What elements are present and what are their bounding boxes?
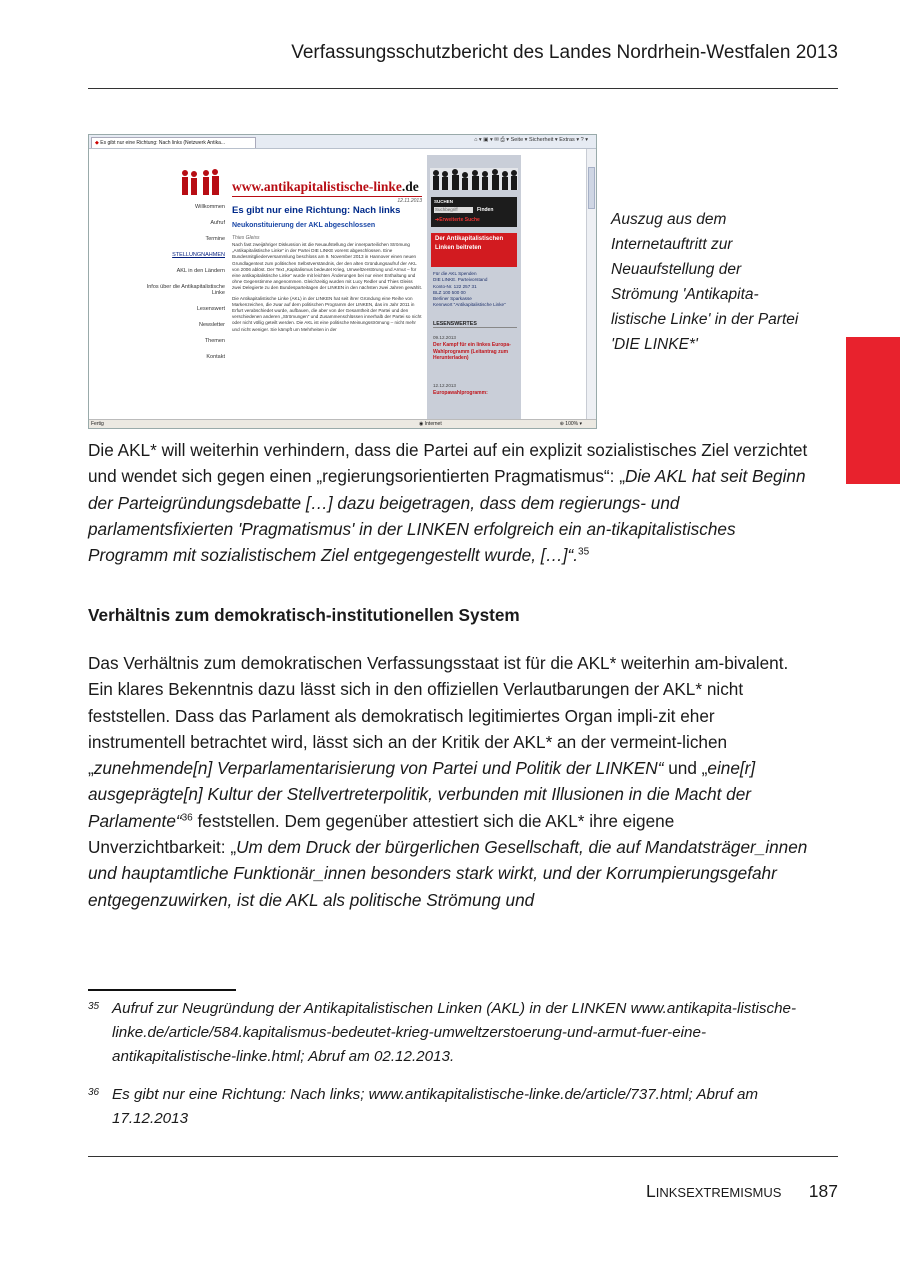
footnote-35 [88, 997, 810, 1069]
advanced-search-link[interactable] [435, 217, 480, 223]
paragraph-relationship [88, 650, 810, 913]
site-logo[interactable] [232, 179, 419, 195]
browser-toolbar [89, 135, 596, 149]
para2-text: feststellen. Dem gegenüber attestiert sich die AKL* ihre eigene Unverzichtbarkeit: „ [88, 810, 675, 858]
reading-date: 12.12.2013 [433, 383, 456, 388]
article-title[interactable]: Es gibt nur eine Richtung: Nach links [232, 205, 401, 216]
page-number: 187 [808, 1181, 838, 1201]
search-button[interactable]: Finden [477, 207, 494, 213]
advanced-search-label: Erweiterte Suche [439, 217, 480, 223]
para2-text: und „ [663, 758, 708, 779]
para2-quote: zunehmende[n] Verparlamentarisierung von Partei und Politik der LINKEN“ [93, 758, 664, 779]
nav-lesenswert[interactable]: Lesenswert [196, 306, 225, 312]
article-subtitle: Neukonstituierung der AKL abgeschlossen [232, 222, 376, 229]
scrollbar[interactable] [586, 149, 596, 419]
globe-icon: ◉ [419, 421, 424, 427]
article-date: 12.11.2013 [397, 198, 422, 204]
search-input[interactable]: Suchbegriff [434, 207, 473, 213]
footer-rule [88, 1156, 838, 1157]
footnote-ref[interactable]: 35 [578, 546, 590, 558]
footnote-number: 35 [88, 1001, 100, 1012]
paragraph-akl-goal [88, 437, 810, 568]
page-header: Verfassungsschutzbericht des Landes Nordrhein-Westfalen 2013 [291, 42, 838, 63]
zoom-icon: ⊕ [559, 421, 564, 427]
donate-line: Kennwort "Antikapitalistische Linke" [433, 302, 506, 308]
nav-kontakt[interactable]: Kontakt [206, 354, 225, 360]
nav-infos[interactable]: Infos über die Antikapitalistische Linke [146, 284, 225, 296]
nav-stellungnahmen[interactable]: STELLUNGNAHMEN [172, 252, 225, 258]
para2-quote: Um dem Druck der bürgerlichen Gesellschaft, die auf Mandatsträger_innen und hauptamtliche Funktionär_innen besonders stark wirkt, und der Korrumpierungsgefahr entgegenzuwirken, ist die AKL als politische Strömung und [88, 837, 808, 910]
site-content [89, 149, 586, 419]
footer-section [646, 1181, 781, 1202]
nav-akl-laender[interactable]: AKL in den Ländern [176, 268, 225, 274]
site-nav [145, 204, 225, 370]
section-heading: Verhältnis zum demokratisch-institutionellen System [88, 605, 520, 625]
article-para2: Die Antikapitalistische Linke (AKL) in der LINKEN hat seit ihrer Gründung eine Reihe von Markenzeichen, die zwar auf dem politischen Programm der LINKEN, das im Jahr 2011 in Erfurt verabschiedet wurde, aufbauen, die aber von der Gesamtheit der Partei und den verschiedenen anderen „Strömungen“ und Zusammenschlüssen innerhalb der Partei so nicht oder nicht völlig geteilt werden. Die AKL ist eine politische Meinungsströmung – nicht mehr und nicht weniger. Sie kämpft um Mehrheiten in der [232, 295, 422, 332]
reading-date: 09.12.2013 [433, 335, 456, 340]
footer-section-initial: L [646, 1181, 656, 1201]
zoom-level[interactable]: ⊕ 100% ▾ [559, 421, 582, 427]
search-label: SUCHEN [434, 199, 454, 204]
logo-name: antikapitalistische-linke [263, 179, 402, 194]
donate-line: DIE LINKE. Parteivorstand [433, 277, 488, 283]
reading-link[interactable]: Europawahlprogramm: [433, 390, 488, 396]
join-box[interactable]: Der Antikapitalistischen Linken beitreten [431, 233, 517, 267]
status-text: Fertig [91, 421, 104, 427]
reading-link[interactable]: Der Kampf für ein linkes Europa-Wahlprogramm (Leitantrag zum Herunterladen) [433, 342, 511, 361]
browser-tools[interactable]: ⌂ ▾ ▣ ▾ ✉ ⎙ ▾ Seite ▾ Sicherheit ▾ Extras ▾ ? ▾ [474, 137, 588, 143]
footnote-number: 36 [88, 1087, 100, 1098]
donate-line: Für die AKL Spenden [433, 271, 477, 276]
status-zone [419, 420, 442, 428]
donate-line: BLZ 100 500 00 [433, 289, 466, 295]
status-zone-label: Internet [424, 421, 442, 427]
search-box [431, 197, 517, 227]
footnote-36 [88, 1083, 810, 1131]
footnote-text: Es gibt nur eine Richtung: Nach links; www.antikapitalistische-linke.de/article/737.html; Abruf am 17.12.2013 [112, 1086, 759, 1127]
reading-heading: LESENSWERTES [433, 321, 517, 328]
chapter-tab [846, 337, 900, 484]
logo-tld: .de [401, 179, 419, 194]
logo-underline [232, 196, 422, 197]
para1-text: Die AKL* will weiterhin verhindern, dass die Partei auf ein explizit sozialistisches Ziel verzichtet und wendet sich gegen einen „regierungsorientierten Pragmatismus“: „ [88, 440, 808, 487]
logo-www: www. [232, 179, 264, 194]
scroll-thumb[interactable] [588, 167, 595, 209]
arrow-icon: ➔ [435, 217, 440, 223]
para2-quote: eine[r] ausgeprägte[n] Kultur der Stellvertreterpolitik, verbunden mit Illusionen in die Macht der Parlamente“ [88, 758, 756, 831]
website-screenshot [88, 134, 597, 429]
zoom-value: 100% [565, 421, 579, 427]
site-sidebar [427, 155, 521, 419]
footnote-rule [88, 989, 236, 991]
footer-section-rest: INKSEXTREMISMUS [655, 1185, 782, 1200]
article [232, 198, 422, 333]
crowd-photo-icon [430, 168, 518, 190]
nav-aufruf[interactable]: Aufruf [210, 220, 225, 226]
donation-info [433, 271, 517, 309]
tab-title: Es gibt nur eine Richtung: Nach links (Netzwerk Antika... [100, 140, 226, 146]
logo-figures-icon [179, 169, 224, 199]
article-author: Thies Gleiss [232, 235, 260, 241]
toolbar-menu: Seite ▾ Sicherheit ▾ Extras ▾ [510, 137, 580, 143]
donate-line: Konto-Nr. 122 257 31 [433, 283, 477, 289]
nav-themen[interactable]: Themen [204, 338, 225, 344]
status-bar [89, 419, 596, 428]
figure-caption: Auszug aus dem Internetauftritt zur Neuaufstellung der Strömung 'Antikapita-listische Linke' in der Partei 'DIE LINKE*' [611, 211, 799, 353]
article-para1: Nach fast zweijähriger Diskussion ist die Neuaufstellung der innerparteilichen Strömung „Antikapitalistische Linke“ in der Partei DIE LINKE vorerst abgeschlossen. Eine Bundesmitgliederversammlung beschloss am 9. November 2013 in Hannover einen neuen Grundlagentext zum politischen Selbstverständnis, der den alten Gründungsaufruf der AKL von 2006 ablöst. Der Text „Kapitalismus bedeutet Krieg, Umweltzerstörung und Armut – für eine antikapitalistische Linke“ wurde mit leichten Änderungen bei nur einer Enthaltung und ohne Gegenstimme angenommen. Gleichzeitig wurden mit Lucy Redler und Thies Gleiss zwei Delegierte zu den Bundesparteitagen der LINKEN in den nächsten zwei Jahren gewählt. [232, 242, 422, 291]
browser-tab[interactable]: ◆ Es gibt nur eine Richtung: Nach links (Netzwerk Antika... [91, 137, 256, 148]
footnote-text: Aufruf zur Neugründung der Antikapitalistischen Linken (AKL) in der LINKEN www.antikapita-listische-linke.de/article/584.kapitalismus-bedeutet-krieg-umweltzerstoerung-und-armut-fuer-eine-antikapitalistische-linke.html; Abruf am 02.12.2013. [112, 1000, 797, 1065]
footnote-ref[interactable]: 36 [181, 812, 193, 824]
nav-termine[interactable]: Termine [205, 236, 225, 242]
donate-line: Berliner Sparkasse [433, 296, 472, 302]
nav-willkommen[interactable]: Willkommen [195, 204, 225, 210]
nav-newsletter[interactable]: Newsletter [199, 322, 225, 328]
para2-text: Das Verhältnis zum demokratischen Verfassungsstaat ist für die AKL* weiterhin am-bivalent. Ein klares Bekenntnis dazu lässt sich in den offiziellen Verlautbarungen der AKL* nicht feststellen. Dass das Parlament als demokratisch legitimiertes Organ impli-zit eher instrumentell betrachtet wird, lässt sich an der Kritik der AKL* an der vermeint-lichen „ [88, 653, 789, 779]
para1-quote: Die AKL hat seit Beginn der Parteigründungsdebatte […] dazu beigetragen, dass dem regierungs- und parlamentsfixierten 'Pragmatismus' in der LINKEN erfolgreich ein an-tikapitalistisches Programm mit sozialistischem Ziel entgegengestellt wurde, […]“. [88, 466, 806, 566]
header-rule [88, 88, 838, 89]
